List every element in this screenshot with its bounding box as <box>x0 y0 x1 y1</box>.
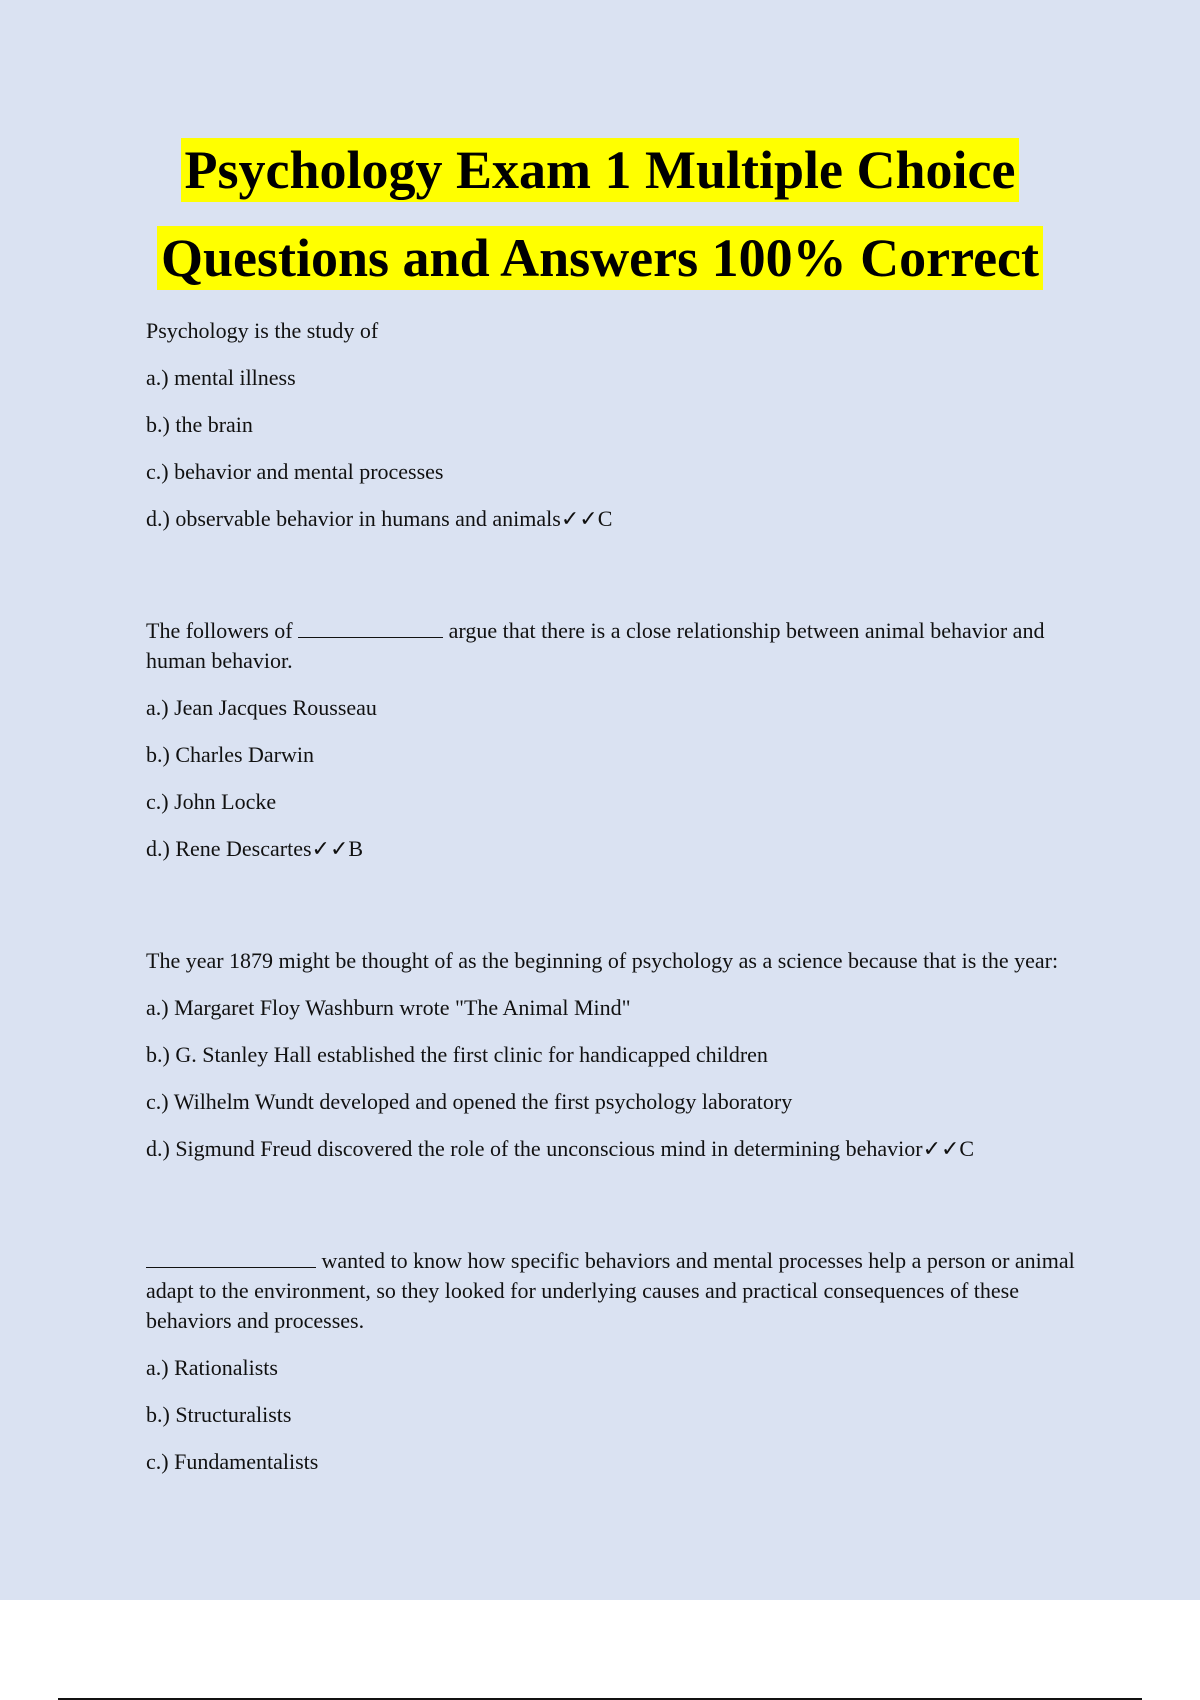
answer-option: a.) mental illness <box>146 365 296 390</box>
fill-in-blank <box>298 619 443 638</box>
question-block <box>146 616 1076 864</box>
answer-option: c.) John Locke <box>146 789 277 814</box>
question-stem-start: The followers of <box>146 618 293 643</box>
question-block <box>146 946 1076 1164</box>
answer-option: c.) Fundamentalists <box>146 1449 319 1474</box>
answer-option: d.) Sigmund Freud discovered the role of the unconscious mind in determining behavior✓✓C <box>146 1136 975 1161</box>
answer-option: d.) Rene Descartes✓✓B <box>146 836 364 861</box>
answer-option: a.) Rationalists <box>146 1355 278 1380</box>
question-stem <box>146 1246 1076 1336</box>
question-block <box>146 1246 1076 1477</box>
answer-option: c.) Wilhelm Wundt developed and opened the first psychology laboratory <box>146 1089 793 1114</box>
answer-option: b.) Charles Darwin <box>146 742 315 767</box>
question-block <box>146 316 1076 534</box>
page-title <box>0 138 1200 290</box>
title-line-2: Questions and Answers 100% Correct <box>157 226 1043 290</box>
answer-option: a.) Margaret Floy Washburn wrote "The Animal Mind" <box>146 995 631 1020</box>
title-line-1: Psychology Exam 1 Multiple Choice <box>181 138 1020 202</box>
question-list <box>146 316 1076 1494</box>
answer-option: c.) behavior and mental processes <box>146 459 444 484</box>
answer-option: d.) observable behavior in humans and animals✓✓C <box>146 506 613 531</box>
question-stem <box>146 616 1076 676</box>
question-stem: The year 1879 might be thought of as the beginning of psychology as a science because that is the year: <box>146 948 1059 973</box>
answer-option: b.) G. Stanley Hall established the first clinic for handicapped children <box>146 1042 768 1067</box>
fill-in-blank <box>146 1249 316 1268</box>
question-stem: Psychology is the study of <box>146 318 379 343</box>
answer-option: b.) Structuralists <box>146 1402 292 1427</box>
answer-option: a.) Jean Jacques Rousseau <box>146 695 377 720</box>
question-stem-end: wanted to know how specific behaviors and mental processes help a person or animal adapt to the environment, so they looked for underlying causes and practical consequences of these behaviors and processes. <box>146 1248 1075 1333</box>
answer-option: b.) the brain <box>146 412 253 437</box>
question-stem-end: argue that there is a close relationship between animal behavior and human behavior. <box>146 618 1045 673</box>
